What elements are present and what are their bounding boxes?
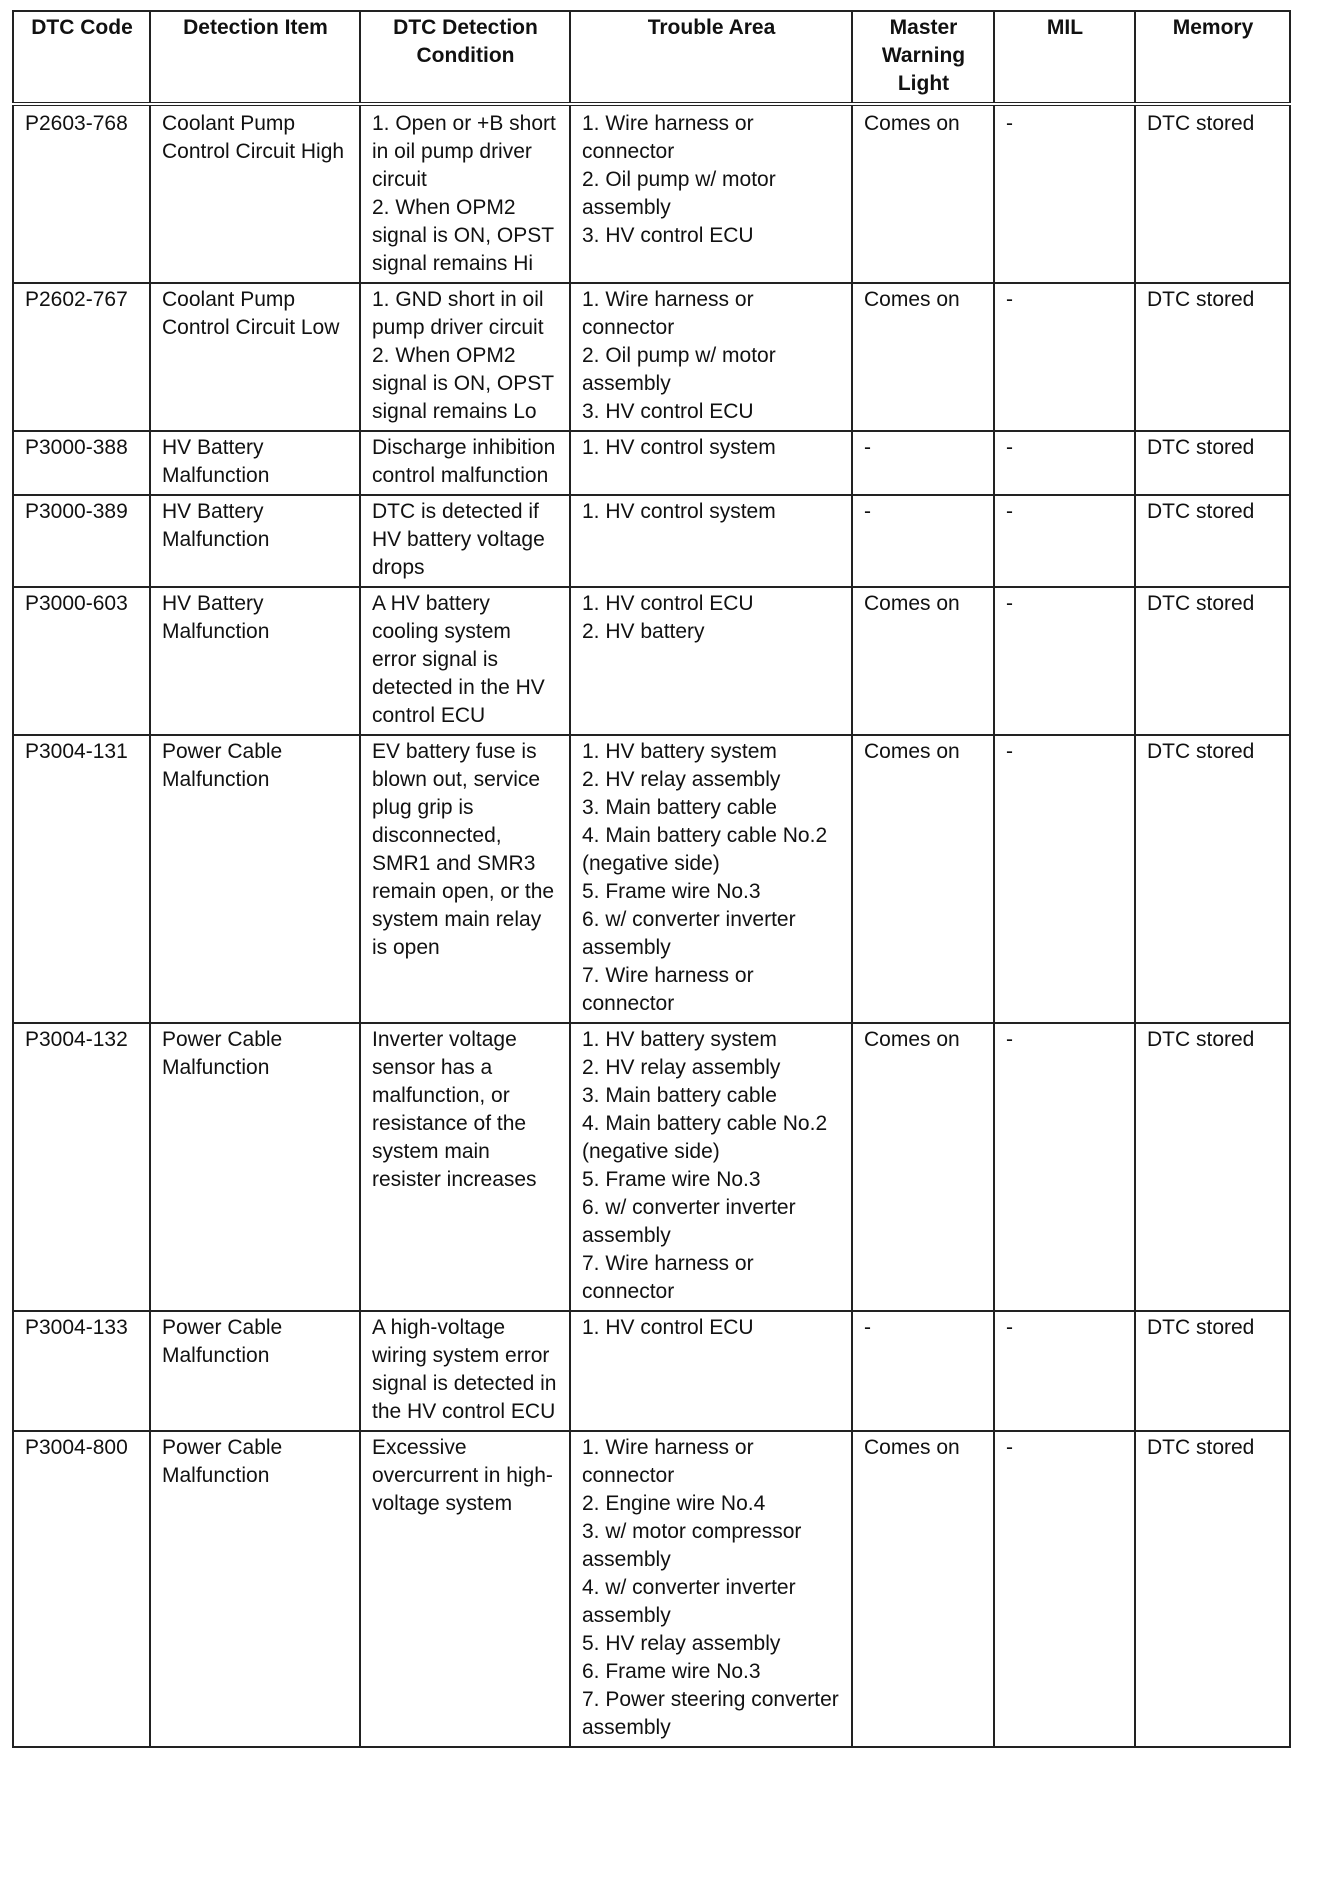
cell-master-warning-light: Comes on bbox=[852, 1431, 994, 1747]
cell-trouble-area-line: 4. w/ converter inverter assembly bbox=[582, 1576, 796, 1627]
cell-detection-condition-line: Excessive overcurrent in high-voltage system bbox=[372, 1436, 553, 1515]
cell-memory: DTC stored bbox=[1135, 495, 1290, 587]
cell-trouble-area-line: 1. HV control system bbox=[582, 436, 776, 459]
cell-detection-condition-line: DTC is detected if HV battery voltage drops bbox=[372, 500, 545, 579]
cell-detection-condition bbox=[360, 104, 570, 283]
header-mil: MIL bbox=[994, 11, 1135, 104]
cell-trouble-area bbox=[570, 283, 852, 431]
cell-dtc-code: P3004-132 bbox=[13, 1023, 150, 1311]
cell-master-warning-light: Comes on bbox=[852, 104, 994, 283]
cell-master-warning-light: Comes on bbox=[852, 735, 994, 1023]
cell-dtc-code: P3000-388 bbox=[13, 431, 150, 495]
cell-memory: DTC stored bbox=[1135, 735, 1290, 1023]
cell-trouble-area-line: 3. Main battery cable bbox=[582, 1084, 777, 1107]
cell-trouble-area-line: 5. HV relay assembly bbox=[582, 1632, 781, 1655]
cell-detection-item: Coolant Pump Control Circuit High bbox=[150, 104, 360, 283]
cell-trouble-area-line: 1. Wire harness or connector bbox=[582, 288, 754, 339]
cell-trouble-area-line: 2. HV battery bbox=[582, 620, 705, 643]
cell-mil: - bbox=[994, 495, 1135, 587]
cell-dtc-code: P2603-768 bbox=[13, 104, 150, 283]
table-row bbox=[13, 283, 1290, 431]
cell-mil: - bbox=[994, 431, 1135, 495]
table-row bbox=[13, 587, 1290, 735]
cell-detection-condition-line: A HV battery cooling system error signal is detected in the HV control ECU bbox=[372, 592, 545, 727]
cell-trouble-area-line: 6. w/ converter inverter assembly bbox=[582, 908, 796, 959]
cell-trouble-area-line: 3. HV control ECU bbox=[582, 400, 754, 423]
cell-memory: DTC stored bbox=[1135, 587, 1290, 735]
cell-trouble-area-line: 1. Wire harness or connector bbox=[582, 1436, 754, 1487]
cell-detection-condition-line: 2. When OPM2 signal is ON, OPST signal remains Lo bbox=[372, 344, 554, 423]
cell-detection-condition-line: Inverter voltage sensor has a malfunction, or resistance of the system main resister increases bbox=[372, 1028, 537, 1191]
cell-detection-condition bbox=[360, 283, 570, 431]
cell-trouble-area-line: 2. Oil pump w/ motor assembly bbox=[582, 344, 776, 395]
table-body bbox=[13, 104, 1290, 1747]
cell-detection-condition-line: 2. When OPM2 signal is ON, OPST signal remains Hi bbox=[372, 196, 554, 275]
header-detection-item: Detection Item bbox=[150, 11, 360, 104]
cell-trouble-area-line: 2. Oil pump w/ motor assembly bbox=[582, 168, 776, 219]
cell-detection-item: Power Cable Malfunction bbox=[150, 1431, 360, 1747]
cell-master-warning-light: Comes on bbox=[852, 1023, 994, 1311]
cell-memory: DTC stored bbox=[1135, 1311, 1290, 1431]
cell-detection-item: Coolant Pump Control Circuit Low bbox=[150, 283, 360, 431]
cell-trouble-area bbox=[570, 1023, 852, 1311]
cell-trouble-area-line: 1. HV control ECU bbox=[582, 1316, 754, 1339]
table-row bbox=[13, 1311, 1290, 1431]
cell-memory: DTC stored bbox=[1135, 1023, 1290, 1311]
cell-mil: - bbox=[994, 1431, 1135, 1747]
cell-master-warning-light: - bbox=[852, 495, 994, 587]
cell-memory: DTC stored bbox=[1135, 1431, 1290, 1747]
cell-trouble-area bbox=[570, 495, 852, 587]
cell-detection-condition bbox=[360, 431, 570, 495]
cell-mil: - bbox=[994, 283, 1135, 431]
cell-detection-item: Power Cable Malfunction bbox=[150, 735, 360, 1023]
cell-trouble-area-line: 1. HV control system bbox=[582, 500, 776, 523]
cell-master-warning-light: Comes on bbox=[852, 283, 994, 431]
dtc-table bbox=[12, 10, 1291, 1748]
header-dtc-code: DTC Code bbox=[13, 11, 150, 104]
cell-mil: - bbox=[994, 735, 1135, 1023]
cell-trouble-area-line: 7. Wire harness or connector bbox=[582, 964, 754, 1015]
table-header bbox=[13, 11, 1290, 104]
cell-mil: - bbox=[994, 587, 1135, 735]
cell-detection-item: HV Battery Malfunction bbox=[150, 495, 360, 587]
cell-dtc-code: P3004-131 bbox=[13, 735, 150, 1023]
cell-trouble-area-line: 7. Wire harness or connector bbox=[582, 1252, 754, 1303]
cell-detection-condition-line: Discharge inhibition control malfunction bbox=[372, 436, 556, 487]
cell-detection-item: HV Battery Malfunction bbox=[150, 587, 360, 735]
cell-detection-condition-line: EV battery fuse is blown out, service plug grip is disconnected, SMR1 and SMR3 remain open, or the system main relay is open bbox=[372, 740, 555, 959]
cell-trouble-area-line: 5. Frame wire No.3 bbox=[582, 1168, 761, 1191]
cell-master-warning-light: - bbox=[852, 1311, 994, 1431]
cell-detection-condition bbox=[360, 735, 570, 1023]
cell-trouble-area bbox=[570, 587, 852, 735]
cell-trouble-area bbox=[570, 735, 852, 1023]
table-row bbox=[13, 431, 1290, 495]
cell-trouble-area-line: 1. HV battery system bbox=[582, 740, 777, 763]
cell-trouble-area bbox=[570, 1431, 852, 1747]
cell-trouble-area-line: 7. Power steering converter assembly bbox=[582, 1688, 839, 1739]
cell-trouble-area bbox=[570, 431, 852, 495]
cell-detection-condition bbox=[360, 1023, 570, 1311]
table-row bbox=[13, 735, 1290, 1023]
cell-detection-condition-line: A high-voltage wiring system error signal is detected in the HV control ECU bbox=[372, 1316, 557, 1423]
cell-trouble-area-line: 1. HV battery system bbox=[582, 1028, 777, 1051]
cell-dtc-code: P3004-800 bbox=[13, 1431, 150, 1747]
cell-dtc-code: P3000-389 bbox=[13, 495, 150, 587]
cell-detection-condition bbox=[360, 1431, 570, 1747]
cell-trouble-area bbox=[570, 1311, 852, 1431]
cell-trouble-area-line: 3. HV control ECU bbox=[582, 224, 754, 247]
cell-detection-condition bbox=[360, 1311, 570, 1431]
cell-trouble-area-line: 2. HV relay assembly bbox=[582, 768, 781, 791]
cell-detection-condition-line: 1. Open or +B short in oil pump driver circuit bbox=[372, 112, 556, 191]
cell-detection-item: Power Cable Malfunction bbox=[150, 1311, 360, 1431]
cell-trouble-area-line: 3. w/ motor compressor assembly bbox=[582, 1520, 802, 1571]
cell-memory: DTC stored bbox=[1135, 431, 1290, 495]
cell-master-warning-light: Comes on bbox=[852, 587, 994, 735]
table-row bbox=[13, 1431, 1290, 1747]
header-trouble-area: Trouble Area bbox=[570, 11, 852, 104]
cell-trouble-area-line: 6. Frame wire No.3 bbox=[582, 1660, 761, 1683]
table-row bbox=[13, 104, 1290, 283]
cell-memory: DTC stored bbox=[1135, 104, 1290, 283]
cell-detection-condition bbox=[360, 587, 570, 735]
header-row bbox=[13, 11, 1290, 104]
header-memory: Memory bbox=[1135, 11, 1290, 104]
header-detection-condition: DTC Detection Condition bbox=[360, 11, 570, 104]
table-row bbox=[13, 1023, 1290, 1311]
cell-dtc-code: P3000-603 bbox=[13, 587, 150, 735]
cell-detection-condition bbox=[360, 495, 570, 587]
cell-trouble-area-line: 5. Frame wire No.3 bbox=[582, 880, 761, 903]
cell-master-warning-light: - bbox=[852, 431, 994, 495]
cell-dtc-code: P2602-767 bbox=[13, 283, 150, 431]
cell-trouble-area-line: 1. HV control ECU bbox=[582, 592, 754, 615]
cell-trouble-area-line: 4. Main battery cable No.2 (negative side) bbox=[582, 1112, 828, 1163]
cell-mil: - bbox=[994, 1311, 1135, 1431]
cell-trouble-area-line: 4. Main battery cable No.2 (negative side) bbox=[582, 824, 828, 875]
cell-trouble-area-line: 2. HV relay assembly bbox=[582, 1056, 781, 1079]
cell-trouble-area bbox=[570, 104, 852, 283]
header-master-warning-light: Master Warning Light bbox=[852, 11, 994, 104]
cell-trouble-area-line: 6. w/ converter inverter assembly bbox=[582, 1196, 796, 1247]
cell-dtc-code: P3004-133 bbox=[13, 1311, 150, 1431]
cell-trouble-area-line: 2. Engine wire No.4 bbox=[582, 1492, 766, 1515]
cell-mil: - bbox=[994, 104, 1135, 283]
cell-detection-item: Power Cable Malfunction bbox=[150, 1023, 360, 1311]
cell-detection-condition-line: 1. GND short in oil pump driver circuit bbox=[372, 288, 544, 339]
cell-trouble-area-line: 3. Main battery cable bbox=[582, 796, 777, 819]
cell-mil: - bbox=[994, 1023, 1135, 1311]
cell-trouble-area-line: 1. Wire harness or connector bbox=[582, 112, 754, 163]
table-row bbox=[13, 495, 1290, 587]
cell-detection-item: HV Battery Malfunction bbox=[150, 431, 360, 495]
cell-memory: DTC stored bbox=[1135, 283, 1290, 431]
